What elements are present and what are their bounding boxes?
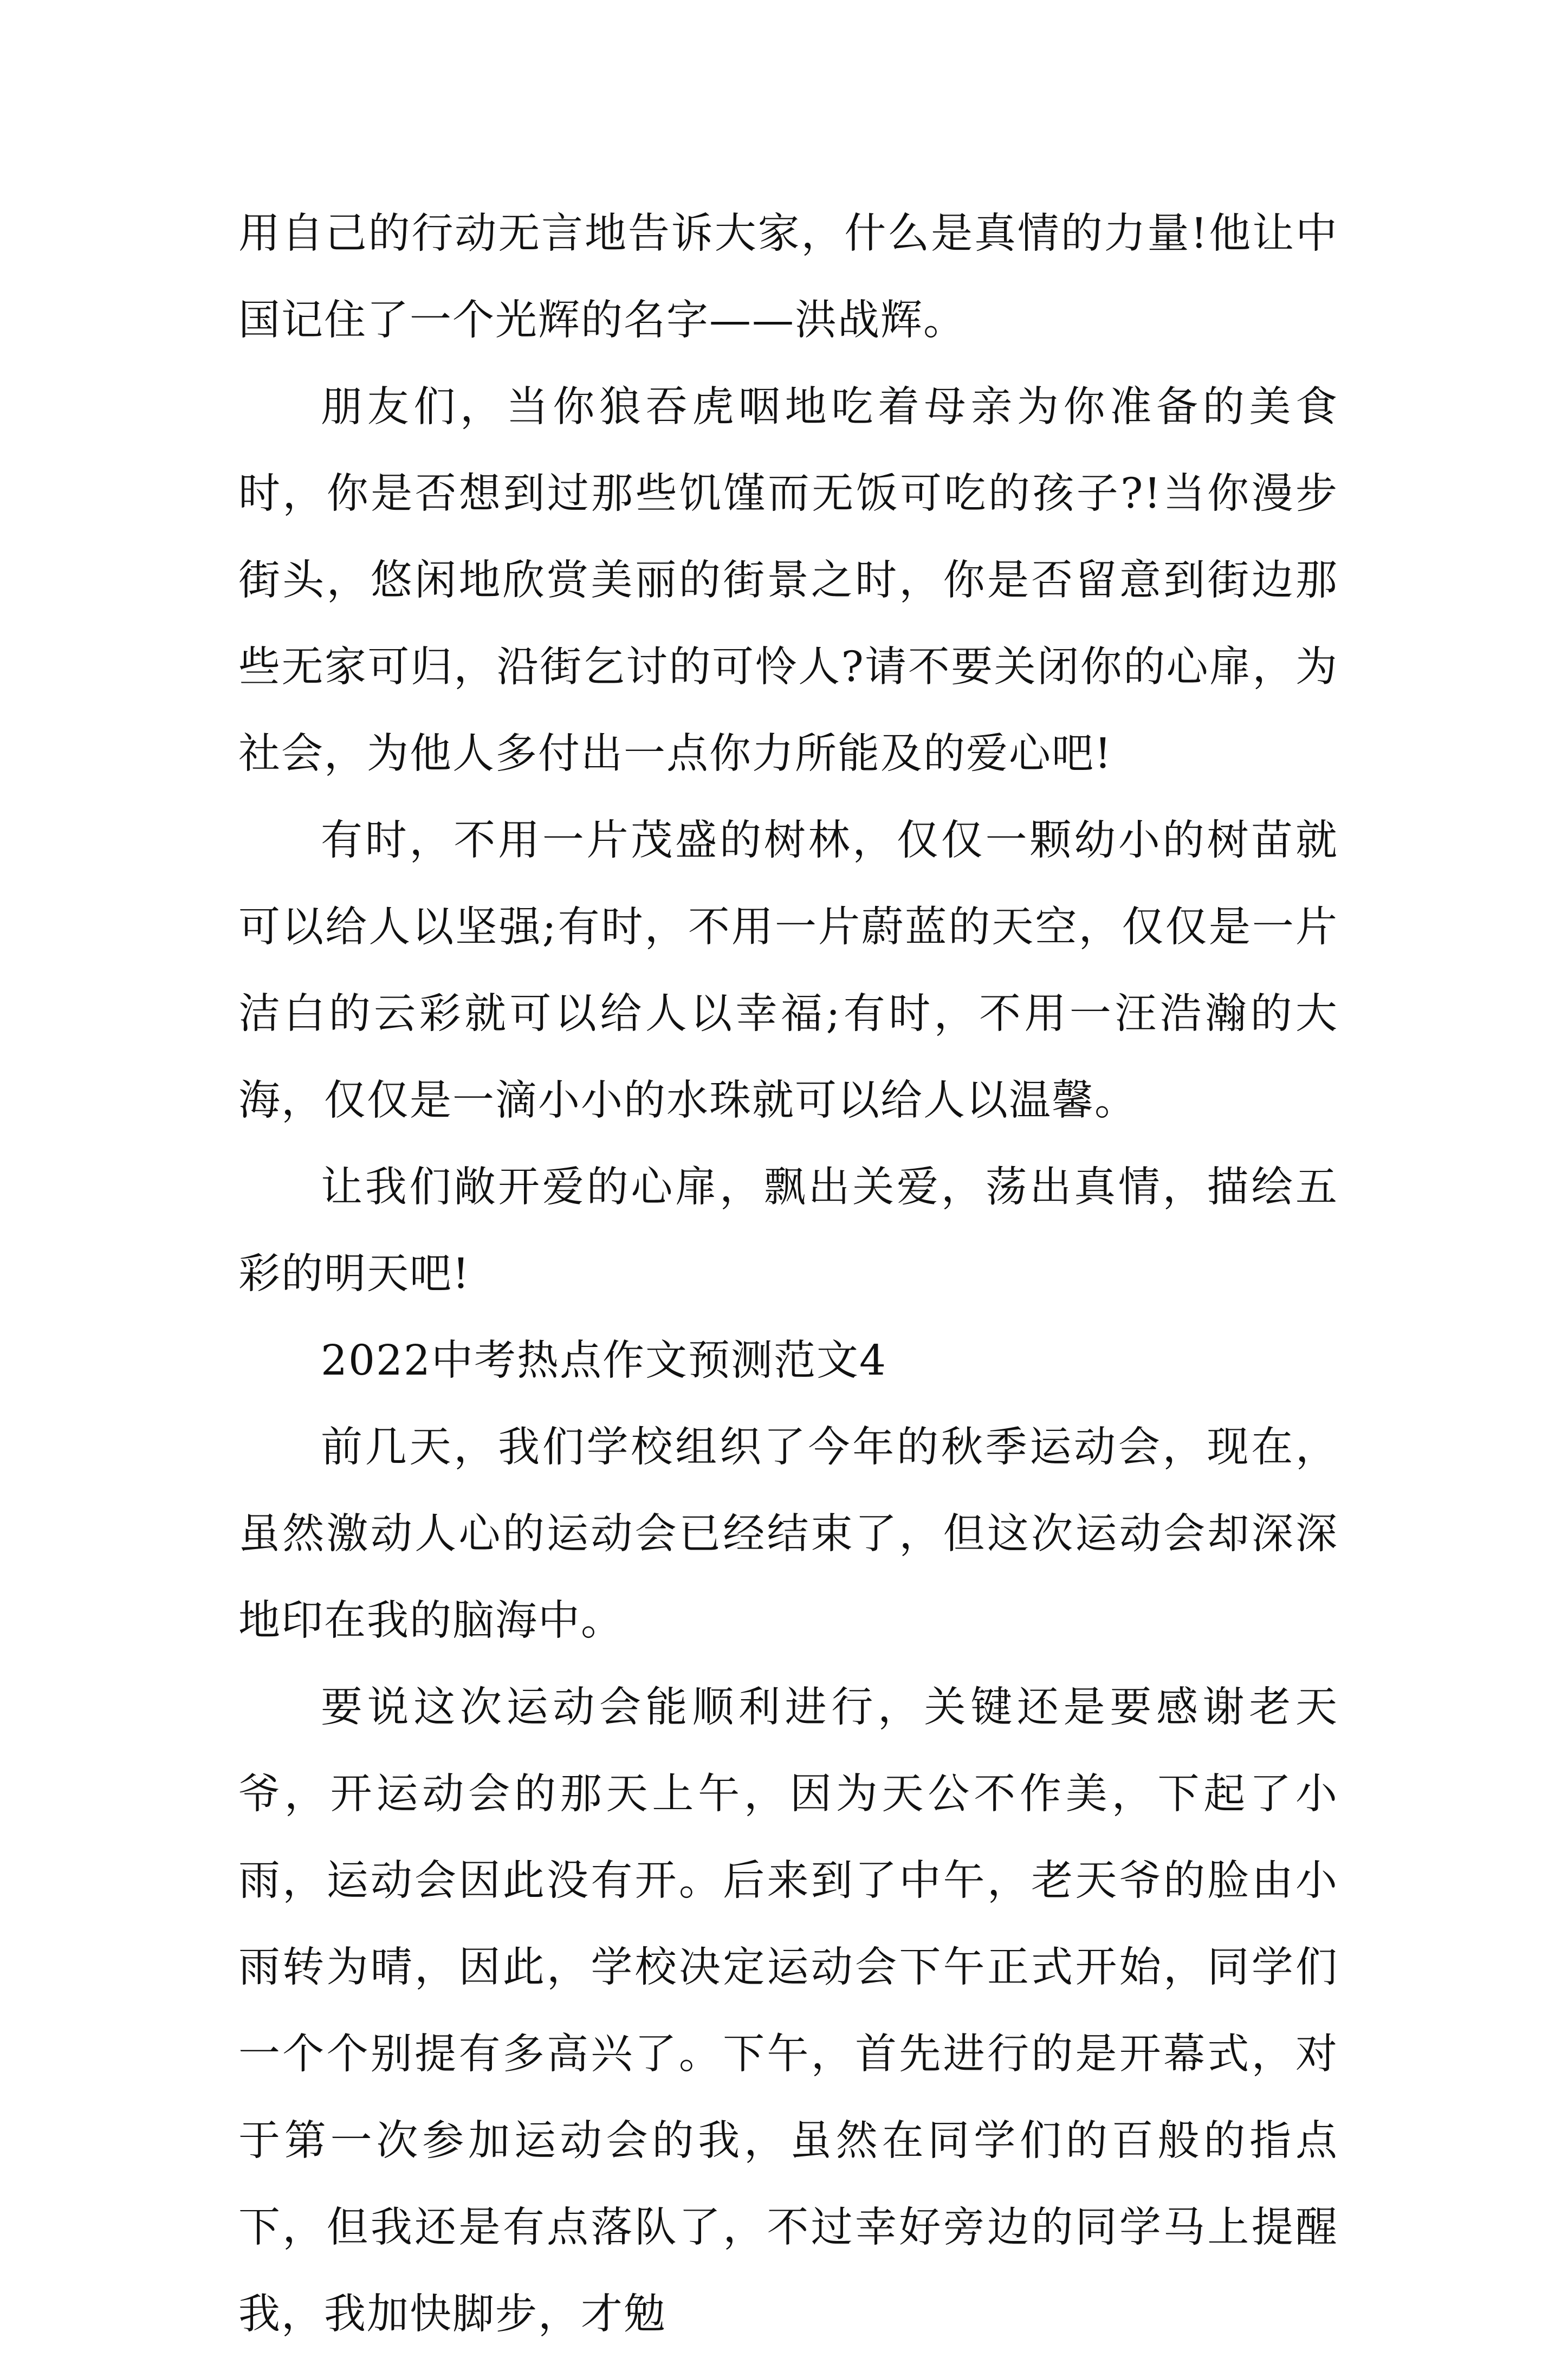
paragraph: 让我们敞开爱的心扉，飘出关爱，荡出真情，描绘五彩的明天吧! — [238, 1163, 1338, 1298]
paragraph: 朋友们，当你狼吞虎咽地吃着母亲为你准备的美食时，你是否想到过那些饥馑而无饭可吃的孩子?!当你漫步街头，悠闲地欣赏美丽的街景之时，你是否留意到街边那些无家可归，沿街乞讨的可怜人?请不要关闭你的心扉，为社会，为他人多付出一点你力所能及的爱心吧! — [238, 383, 1338, 778]
paragraph: 要说这次运动会能顺利进行，关键还是要感谢老天爷，开运动会的那天上午，因为天公不作美，下起了小雨，运动会因此没有开。后来到了中午，老天爷的脸由小雨转为晴，因此，学校决定运动会下午正式开始，同学们一个个别提有多高兴了。下午，首先进行的是开幕式，对于第一次参加运动会的我，虽然在同学们的百般的指点下，但我还是有点落队了，不过幸好旁边的同学马上提醒我，我加快脚步，才勉 — [238, 1683, 1338, 2338]
section-heading: 2022中考热点作文预测范文4 — [321, 1337, 887, 1385]
paragraph: 用自己的行动无言地告诉大家，什么是真情的力量!他让中国记住了一个光辉的名字——洪战辉。 — [238, 210, 1338, 345]
paragraph: 有时，不用一片茂盛的树林，仅仅一颗幼小的树苗就可以给人以坚强;有时，不用一片蔚蓝的天空，仅仅是一片洁白的云彩就可以给人以幸福;有时，不用一汪浩瀚的大海，仅仅是一滴小小的水珠就可以给人以温馨。 — [238, 817, 1338, 1125]
document-body — [238, 191, 1338, 2358]
paragraph: 前几天，我们学校组织了今年的秋季运动会，现在，虽然激动人心的运动会已经结束了，但这次运动会却深深地印在我的脑海中。 — [238, 1423, 1338, 1645]
